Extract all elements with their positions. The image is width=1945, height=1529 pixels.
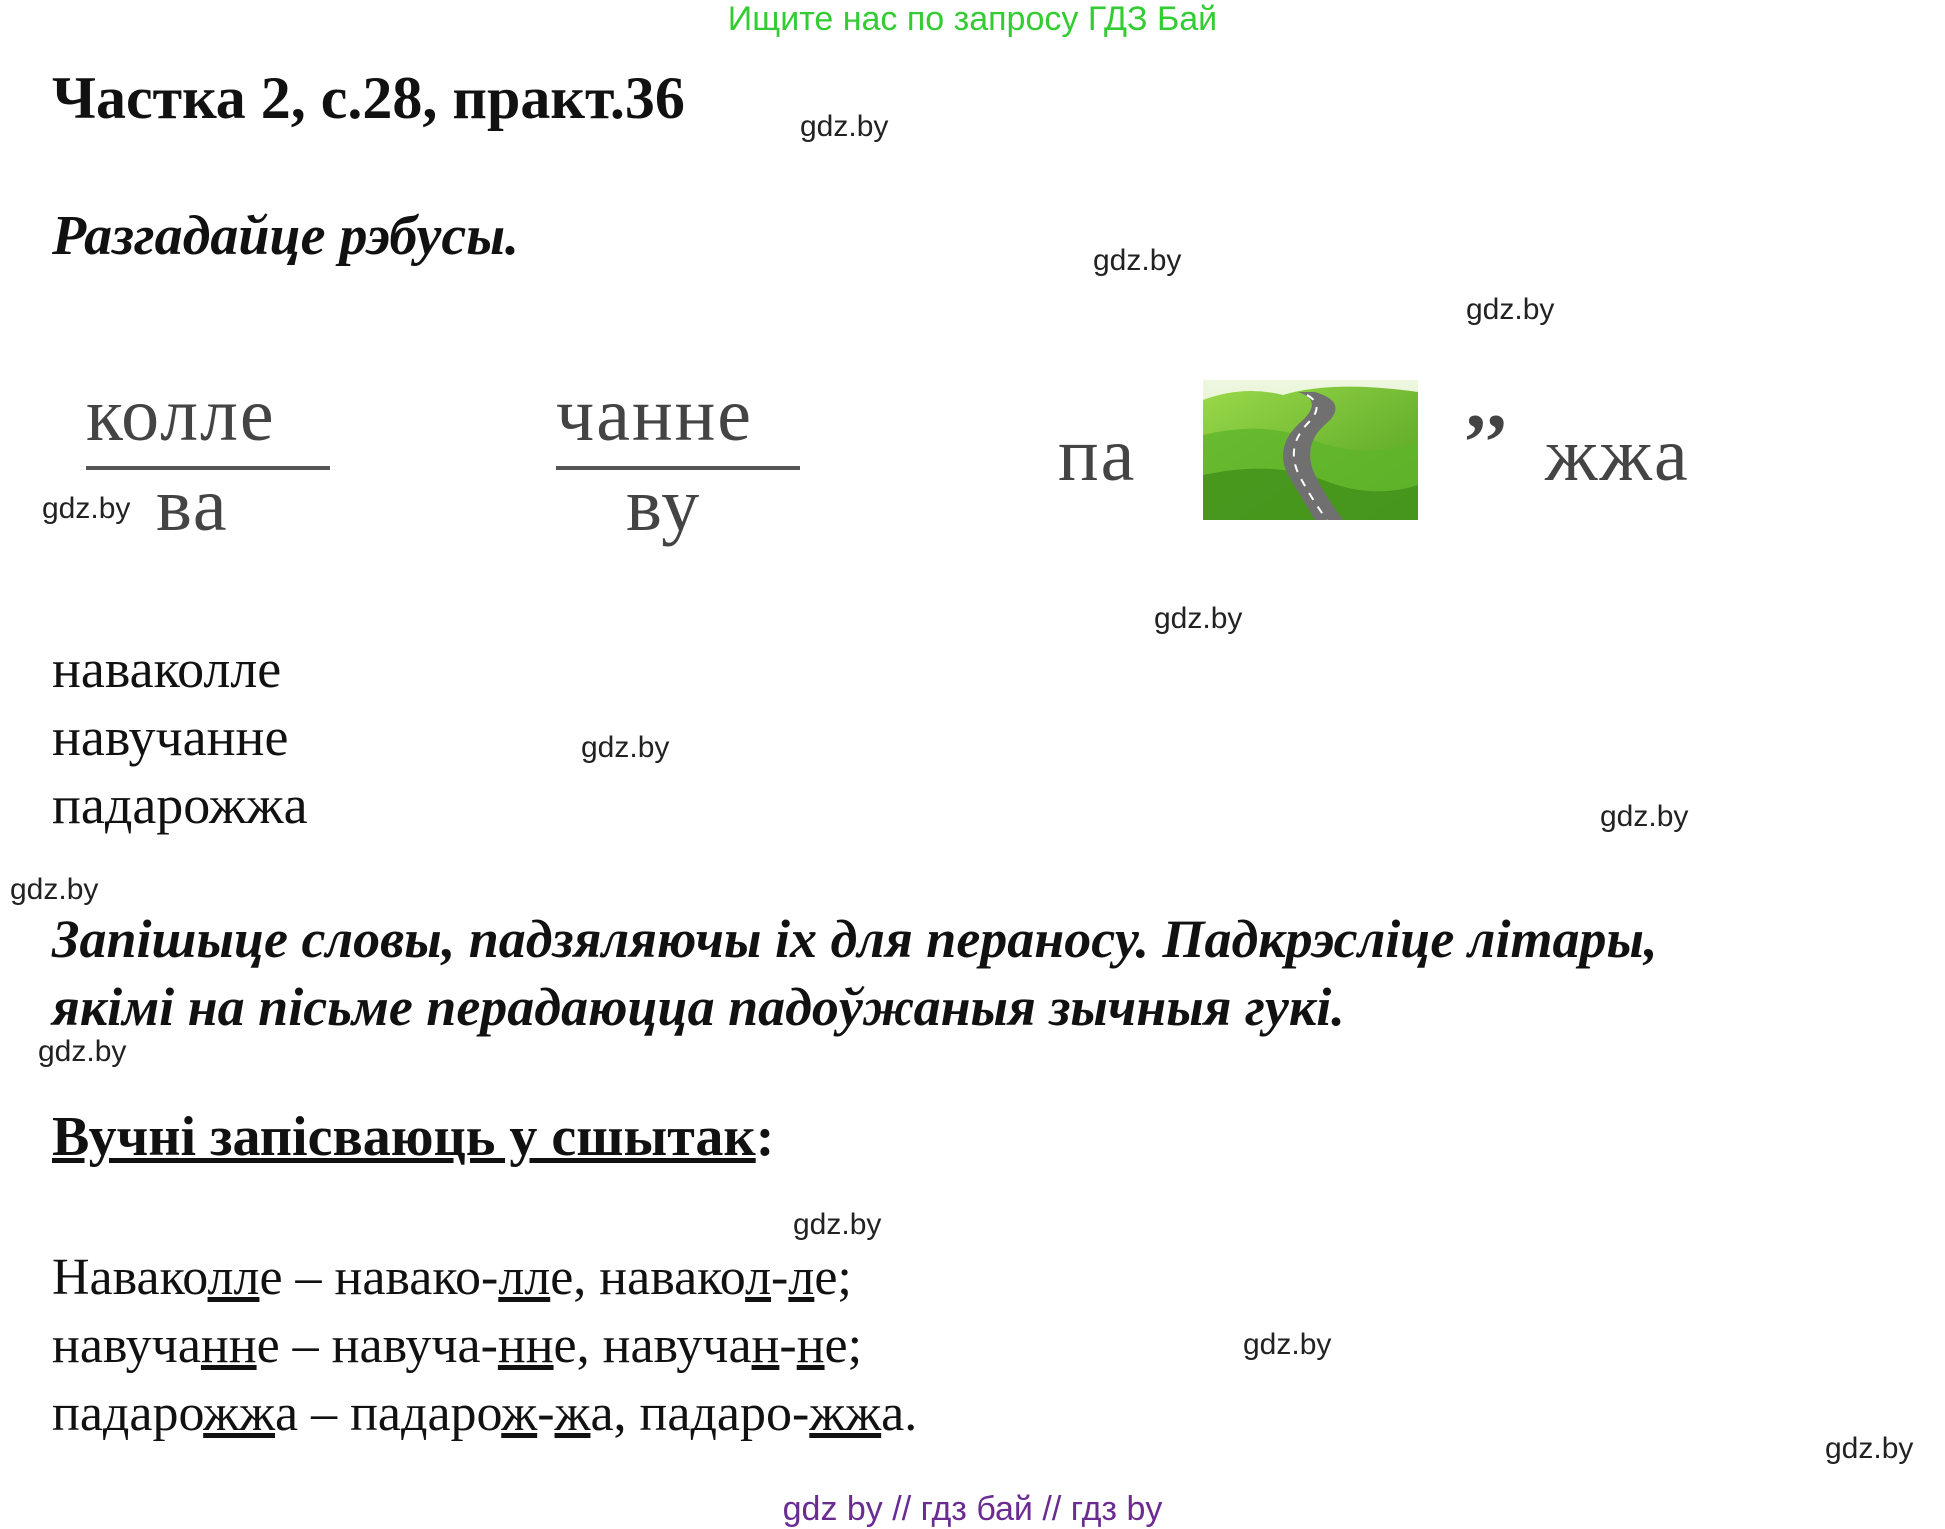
watermark: gdz.by: [10, 873, 99, 906]
rebus3-right: жжа: [1545, 413, 1690, 497]
line-text: Навако: [52, 1249, 208, 1306]
hyphenation-line: [52, 1316, 862, 1375]
rebus1-bottom: ва: [156, 463, 229, 547]
underlined-letters: нн: [497, 1317, 554, 1374]
line-text: падаро: [52, 1385, 204, 1442]
underlined-letters: лл: [498, 1249, 551, 1306]
line-text: е – навуча-: [256, 1317, 498, 1374]
line-text: навуча: [52, 1317, 201, 1374]
hyphenation-line: [52, 1248, 852, 1307]
notebook-heading-colon: :: [755, 1106, 775, 1168]
line-text: е, навуча: [553, 1317, 752, 1374]
watermark: gdz.by: [1243, 1328, 1332, 1361]
line-text: е;: [824, 1317, 863, 1374]
footer-links: gdz by // гдз бай // гдз by: [782, 1490, 1163, 1528]
underlined-letters: жж: [203, 1385, 276, 1442]
answer-word: навучанне: [52, 707, 289, 767]
watermark: gdz.by: [581, 731, 670, 764]
watermark: gdz.by: [1466, 293, 1555, 326]
underlined-letters: нн: [200, 1317, 257, 1374]
rebus3-comma: ’’: [1462, 399, 1510, 487]
hyphenation-line: [52, 1384, 917, 1443]
page-title: Частка 2, с.28, практ.36: [52, 65, 685, 131]
underlined-letters: ж: [554, 1385, 591, 1442]
watermark: gdz.by: [1600, 800, 1689, 833]
task-rebus-heading: Разгадайце рэбусы.: [52, 205, 520, 267]
task2-line1: Запішыце словы, падзяляючы іх для пераносу. Падкрэсліце літары,: [52, 909, 1658, 969]
rebus2-top: чанне: [556, 373, 754, 457]
notebook-heading-text: Вучні запісваюць у сшытак: [52, 1106, 756, 1168]
watermark: gdz.by: [1093, 244, 1182, 277]
underlined-letters: л: [788, 1249, 815, 1306]
watermark: gdz.by: [42, 492, 131, 525]
watermark: gdz.by: [1154, 602, 1243, 635]
rebus2-bottom: ву: [626, 463, 702, 547]
watermark: gdz.by: [793, 1208, 882, 1241]
underlined-letters: н: [796, 1317, 825, 1374]
task2-line2: якімі на пісьме перадаюцца падоўжаныя зычныя гукі.: [52, 977, 1345, 1037]
answer-word: падарожжа: [52, 775, 308, 835]
underlined-letters: н: [751, 1317, 780, 1374]
top-banner: Ищите нас по запросу ГДЗ Бай: [727, 0, 1218, 38]
watermark: gdz.by: [38, 1035, 127, 1068]
road-image: [1203, 380, 1418, 520]
line-text: -: [779, 1317, 797, 1374]
underlined-letters: лл: [207, 1249, 260, 1306]
line-text: а, падаро-: [590, 1385, 810, 1442]
line-text: е, навако: [550, 1249, 746, 1306]
notebook-heading: [52, 1105, 774, 1169]
watermark: gdz.by: [1825, 1432, 1914, 1465]
rebus1-top: колле: [86, 373, 276, 457]
watermark: gdz.by: [800, 110, 889, 143]
line-text: -: [771, 1249, 789, 1306]
rebus3-left: па: [1058, 413, 1137, 497]
line-text: е;: [814, 1249, 852, 1306]
underlined-letters: л: [745, 1249, 772, 1306]
underlined-letters: жж: [809, 1385, 882, 1442]
line-text: а – падаро: [275, 1385, 502, 1442]
line-text: -: [537, 1385, 555, 1442]
answer-word: наваколле: [52, 639, 282, 699]
line-text: е – навако-: [259, 1249, 499, 1306]
line-text: а.: [881, 1385, 918, 1442]
underlined-letters: ж: [501, 1385, 538, 1442]
